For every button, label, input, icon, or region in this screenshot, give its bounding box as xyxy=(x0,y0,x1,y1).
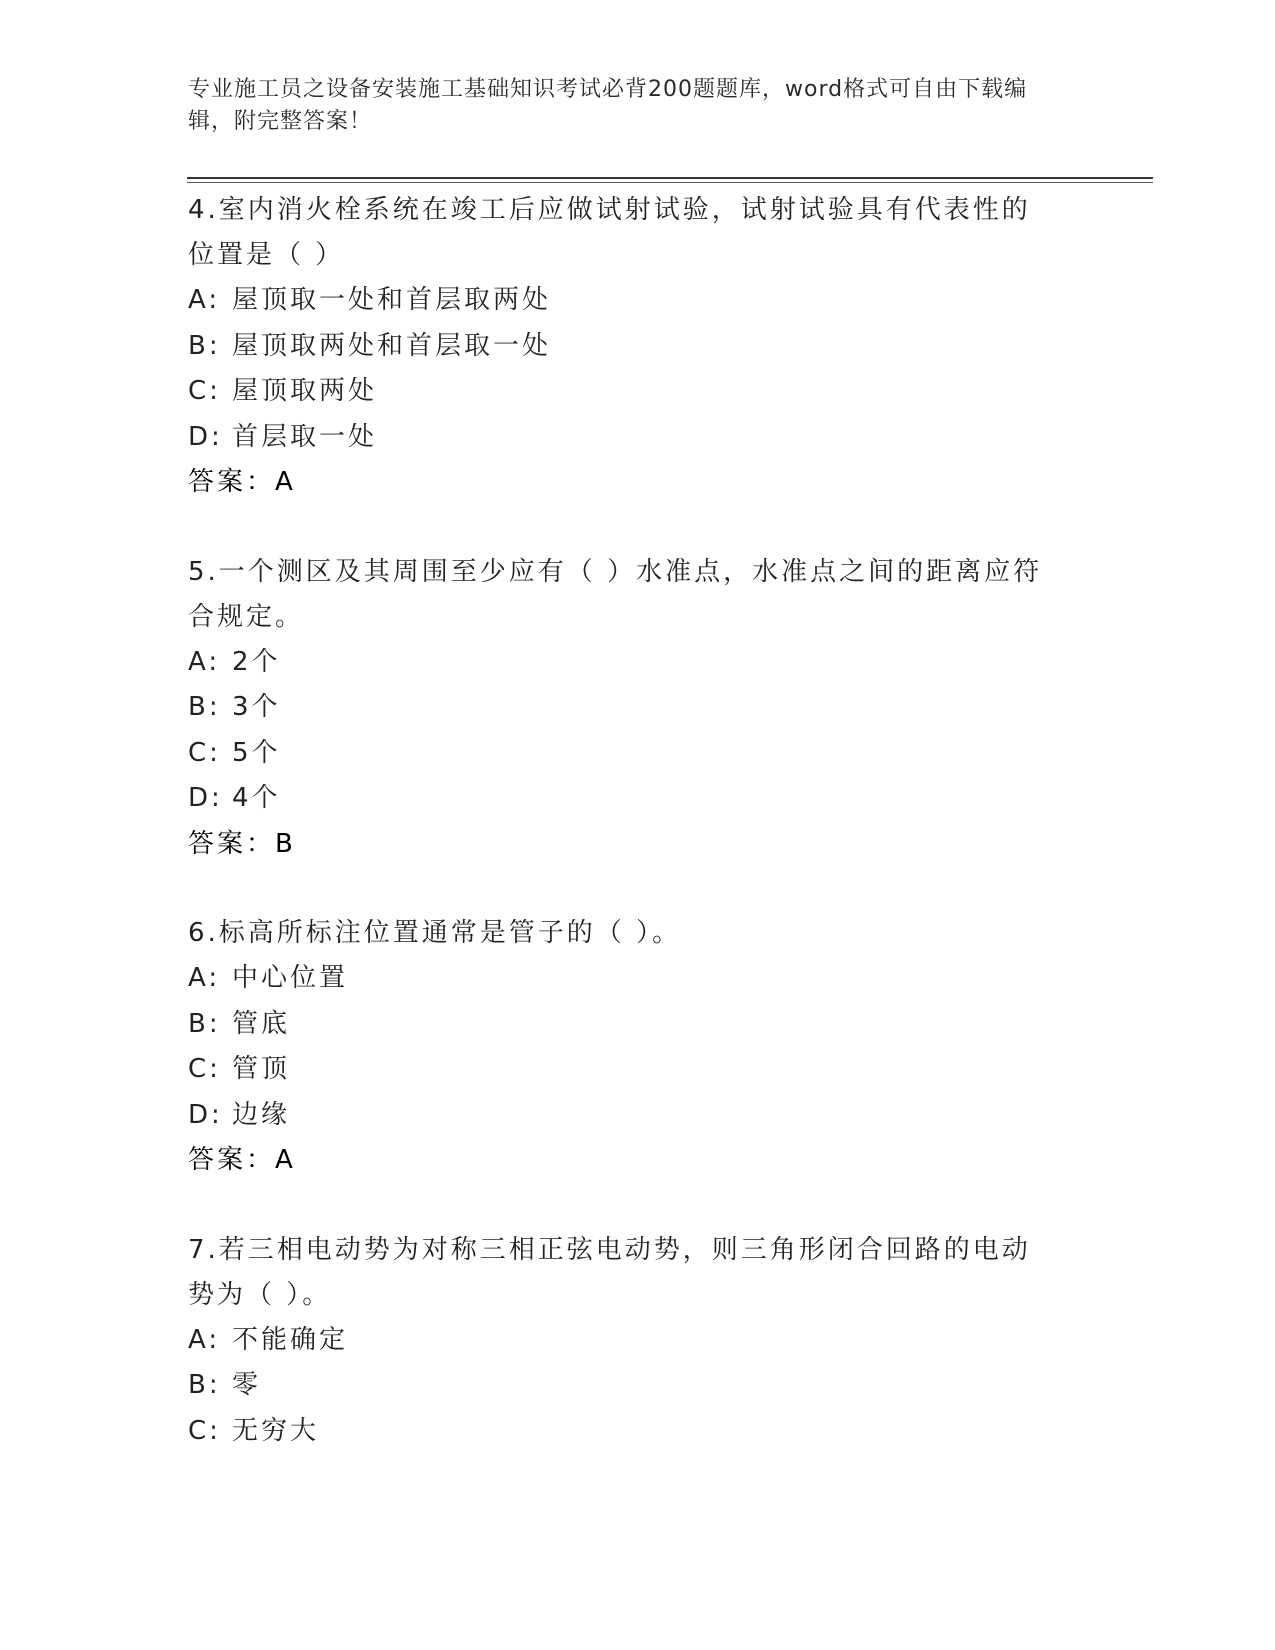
answer: 答案：B xyxy=(188,828,296,859)
option-text: 屋顶取一处和首层取两处 xyxy=(232,285,552,315)
option-a xyxy=(188,1318,1088,1364)
question-stem: 4.室内消火栓系统在竣工后应做试射试验，试射试验具有代表性的位置是（ ） xyxy=(188,195,1031,270)
option-letter: A: xyxy=(188,963,221,993)
option-text: 首层取一处 xyxy=(232,421,378,452)
option-d xyxy=(188,1093,1088,1139)
option-letter: C: xyxy=(188,1054,221,1084)
option-text: 4个 xyxy=(232,783,281,813)
question-stem: 6.标高所标注位置通常是管子的（ ）。 xyxy=(188,918,682,948)
option-letter: C: xyxy=(188,376,221,406)
option-text: 5个 xyxy=(232,737,281,768)
option-text: 3个 xyxy=(232,692,281,722)
option-c xyxy=(188,369,1088,415)
question-4 xyxy=(188,188,1088,506)
option-text: 零 xyxy=(232,1370,262,1400)
option-a xyxy=(188,278,1088,324)
option-letter: A: xyxy=(188,285,221,315)
question-stem: 5.一个测区及其周围至少应有（ ）水准点，水准点之间的距离应符合规定。 xyxy=(188,556,1043,632)
option-b xyxy=(188,1363,1088,1409)
header-divider-thin xyxy=(187,182,1153,183)
option-letter: A: xyxy=(188,646,221,677)
option-c xyxy=(188,1047,1088,1093)
option-d xyxy=(188,776,1088,822)
option-letter: D: xyxy=(188,1099,223,1130)
option-letter: C: xyxy=(188,1415,221,1446)
option-b xyxy=(188,685,1088,731)
option-letter: C: xyxy=(188,737,221,768)
option-letter: B: xyxy=(188,1008,221,1039)
option-text: 屋顶取两处和首层取一处 xyxy=(232,330,552,361)
answer: 答案：A xyxy=(188,467,296,497)
option-text: 管底 xyxy=(232,1008,291,1039)
document-header xyxy=(188,74,1068,138)
question-5 xyxy=(188,550,1088,868)
question-6 xyxy=(188,911,1088,1184)
option-text: 边缘 xyxy=(232,1099,291,1130)
option-b xyxy=(188,324,1088,370)
option-text: 中心位置 xyxy=(232,963,349,993)
option-letter: A: xyxy=(188,1324,221,1355)
option-letter: B: xyxy=(188,330,221,361)
answer: 答案：A xyxy=(188,1145,296,1175)
option-letter: D: xyxy=(188,783,223,813)
question-stem: 7.若三相电动势为对称三相正弦电动势，则三角形闭合回路的电动势为（ ）。 xyxy=(188,1234,1031,1310)
option-letter: B: xyxy=(188,692,221,722)
option-text: 管顶 xyxy=(232,1054,291,1084)
option-c xyxy=(188,731,1088,777)
option-letter: B: xyxy=(188,1370,221,1400)
option-text: 屋顶取两处 xyxy=(232,376,378,406)
option-a xyxy=(188,956,1088,1002)
option-letter: D: xyxy=(188,421,223,452)
header-divider-thick xyxy=(187,177,1153,179)
option-d xyxy=(188,415,1088,461)
question-7 xyxy=(188,1228,1088,1455)
option-a xyxy=(188,640,1088,686)
option-text: 无穷大 xyxy=(232,1415,320,1446)
option-b xyxy=(188,1002,1088,1048)
header-text: 专业施工员之设备安装施工基础知识考试必背200题题库，word格式可自由下载编辑，附完整答案！ xyxy=(188,77,1028,134)
question-list xyxy=(188,188,1088,1498)
option-text: 不能确定 xyxy=(232,1324,349,1355)
option-c xyxy=(188,1409,1088,1455)
option-text: 2个 xyxy=(232,646,281,677)
